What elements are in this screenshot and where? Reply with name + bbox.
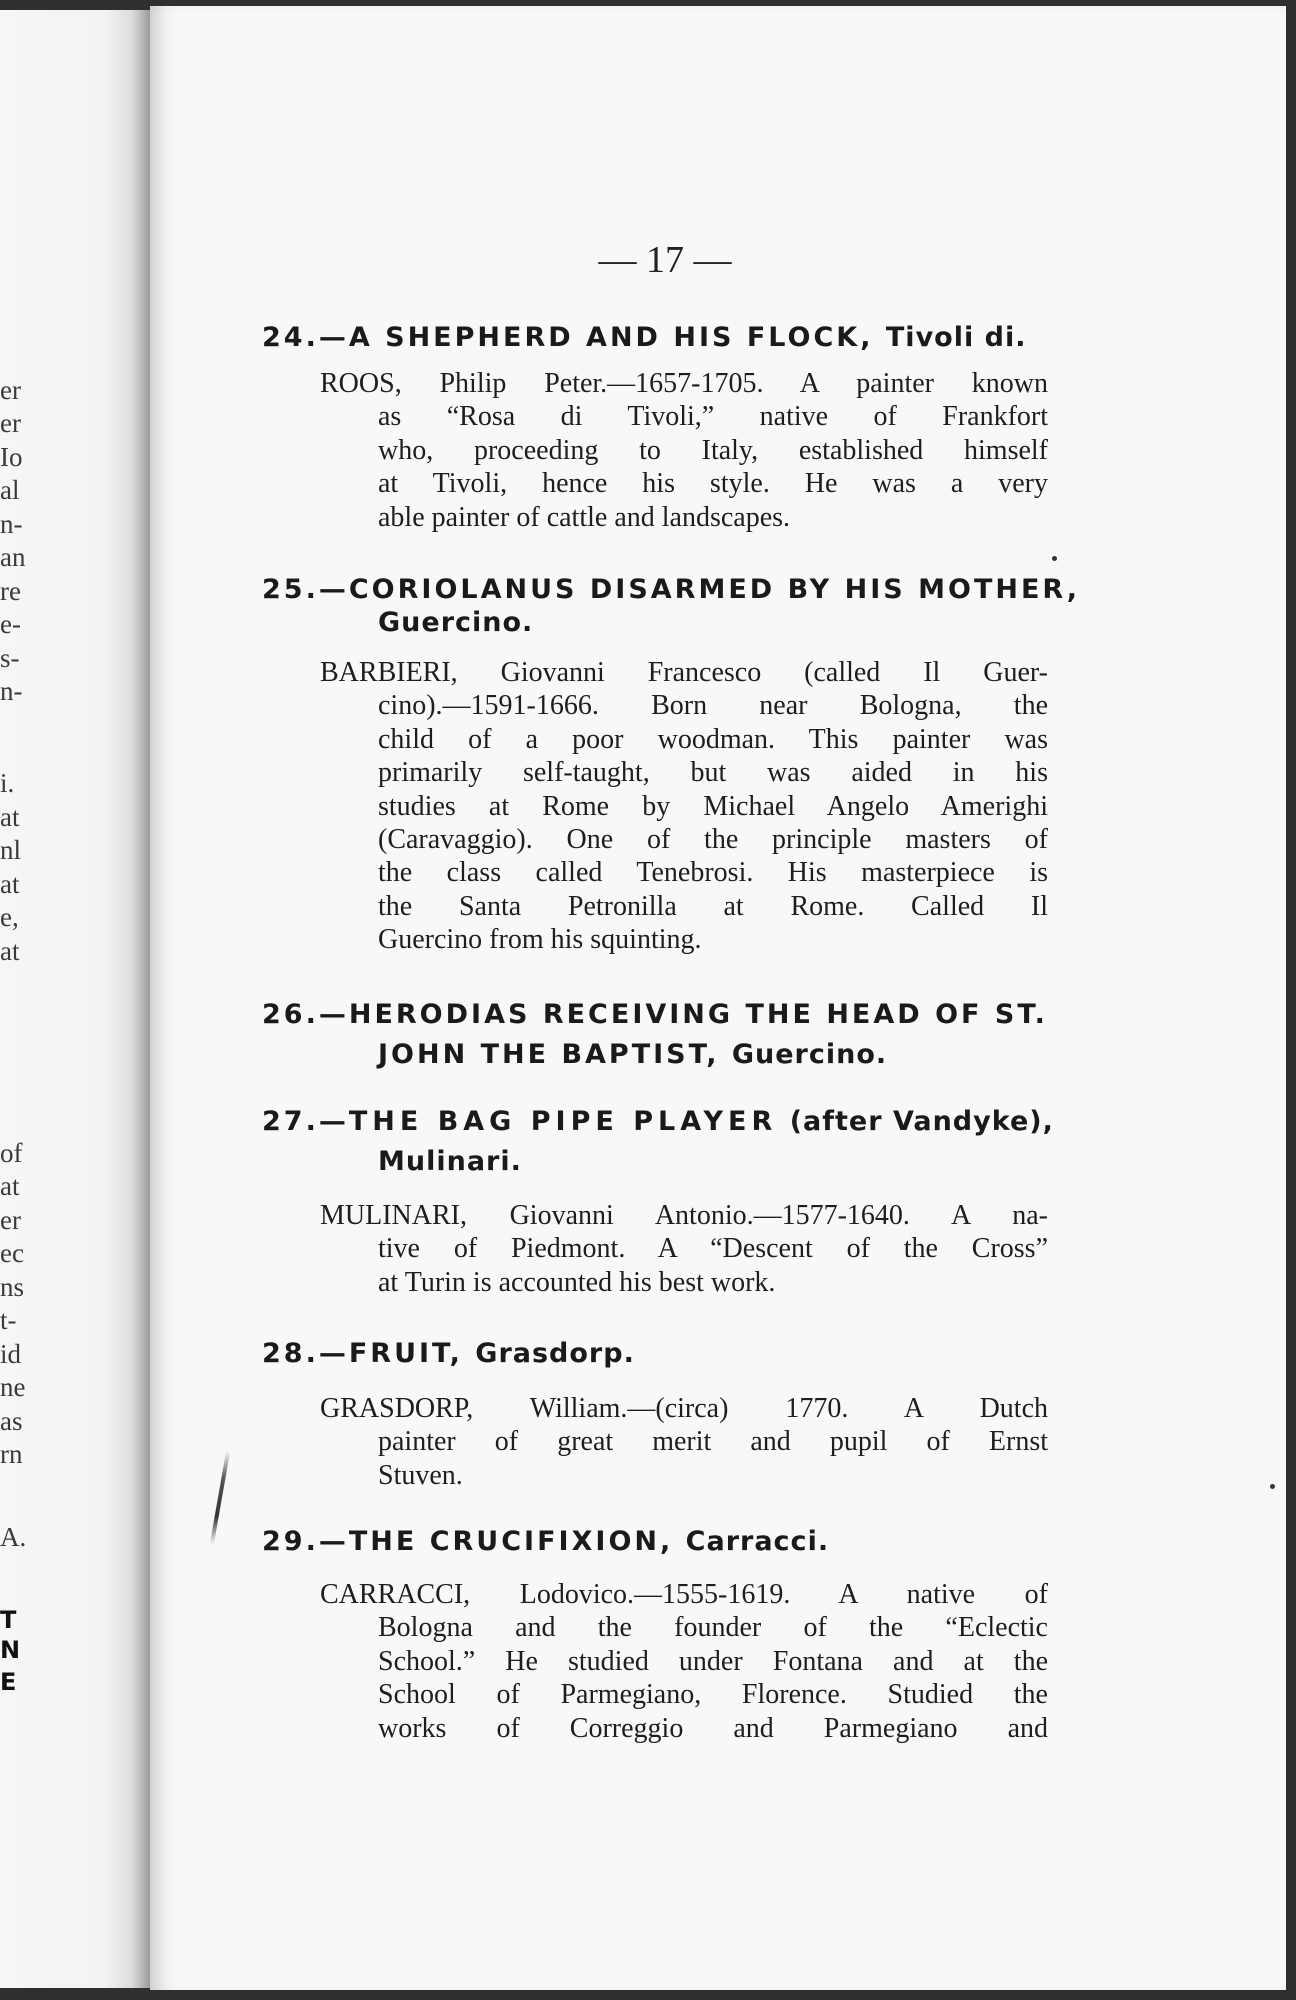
left-fragment: an xyxy=(0,542,26,572)
bio-line: at Tivoli, hence his style. He was a very xyxy=(378,468,1048,500)
bio-line: cino).—1591-1666. Born near Bologna, the xyxy=(378,690,1048,722)
left-fragment: i. xyxy=(0,768,15,798)
entry-title-text: HERODIAS RECEIVING THE HEAD OF ST. xyxy=(348,999,1048,1030)
entry-artist: Grasdorp. xyxy=(475,1338,635,1369)
entry-number: 24.— xyxy=(262,322,349,353)
bio-line: MULINARI, Giovanni Antonio.—1577-1640. A na- xyxy=(320,1200,1048,1231)
left-fragment: n- xyxy=(0,676,23,706)
speck xyxy=(1270,1484,1275,1489)
bio-line: the class called Tenebrosi. His masterpiece is xyxy=(378,857,1048,889)
left-page-edge xyxy=(0,10,150,1988)
left-fragment: at xyxy=(0,1171,20,1201)
entry-bio-25 xyxy=(320,656,1048,957)
entry-bio-28 xyxy=(320,1392,1048,1492)
bio-line: at Turin is accounted his best work. xyxy=(378,1266,776,1298)
bio-line: BARBIERI, Giovanni Francesco (called Il Guer- xyxy=(320,657,1048,688)
entry-artist: Mulinari. xyxy=(378,1146,522,1177)
left-bold-fragment: N xyxy=(0,1636,21,1664)
bio-line: School.” He studied under Fontana and at the xyxy=(378,1645,1048,1677)
bio-line: painter of great merit and pupil of Ernst xyxy=(378,1426,1048,1458)
left-fragment: re xyxy=(0,576,21,606)
bio-line: as “Rosa di Tivoli,” native of Frankfort xyxy=(378,401,1048,433)
left-fragment: Io xyxy=(0,442,23,472)
entry-number: 26.— xyxy=(262,999,349,1030)
entry-number: 27.— xyxy=(262,1106,349,1137)
entry-title-27 xyxy=(262,1102,1054,1142)
left-fragment: ne xyxy=(0,1372,26,1402)
entry-artist-27 xyxy=(378,1142,522,1182)
entry-artist-25 xyxy=(378,603,533,643)
bio-line: School of Parmegiano, Florence. Studied the xyxy=(378,1679,1048,1711)
entry-bio-29 xyxy=(320,1578,1048,1745)
left-bold-fragment: E xyxy=(0,1668,17,1696)
left-fragment: A. xyxy=(0,1522,27,1552)
entry-title-text: CORIOLANUS DISARMED BY HIS MOTHER, xyxy=(348,574,1080,605)
left-fragment: al xyxy=(0,475,20,505)
entry-title-tail: (after Vandyke), xyxy=(789,1106,1054,1137)
entry-title-text: A SHEPHERD AND HIS FLOCK, xyxy=(348,322,874,353)
page-number: — 17 — xyxy=(598,239,732,281)
entry-title-26-cont xyxy=(378,1035,887,1075)
left-fragment: at xyxy=(0,802,20,832)
entry-title-29 xyxy=(262,1522,829,1562)
left-fragment: of xyxy=(0,1138,23,1168)
bio-line: Stuven. xyxy=(378,1459,463,1491)
speck xyxy=(1052,556,1057,561)
bio-line: who, proceeding to Italy, established himself xyxy=(378,434,1048,466)
bio-line: ROOS, Philip Peter.—1657-1705. A painter known xyxy=(320,368,1048,399)
left-bold-fragment: T xyxy=(0,1606,17,1634)
entry-title-text: FRUIT, xyxy=(348,1338,463,1369)
left-fragment: t- xyxy=(0,1305,17,1335)
bio-line: Guercino from his squinting. xyxy=(378,924,702,956)
bio-line: able painter of cattle and landscapes. xyxy=(378,501,791,533)
entry-title-26 xyxy=(262,995,1048,1035)
left-fragment: as xyxy=(0,1406,23,1436)
entry-artist: Guercino. xyxy=(378,607,534,638)
bio-line: GRASDORP, William.—(circa) 1770. A Dutch xyxy=(320,1393,1048,1424)
entry-number: 28.— xyxy=(262,1338,349,1369)
entry-artist: Carracci. xyxy=(685,1526,830,1557)
left-fragment: at xyxy=(0,869,20,899)
bio-line: primarily self-taught, but was aided in his xyxy=(378,757,1048,789)
left-fragment: n- xyxy=(0,509,23,539)
left-fragment: s- xyxy=(0,643,20,673)
left-fragment: at xyxy=(0,936,20,966)
entry-title-text: JOHN THE BAPTIST, xyxy=(378,1039,720,1070)
bio-line: (Caravaggio). One of the principle masters of xyxy=(378,823,1048,855)
left-fragment: er xyxy=(0,1205,21,1235)
left-fragment: ns xyxy=(0,1272,25,1302)
left-fragment: er xyxy=(0,375,21,405)
left-fragment: rn xyxy=(0,1439,23,1469)
left-fragment: ec xyxy=(0,1238,24,1268)
left-fragment: nl xyxy=(0,835,22,865)
bio-line: works of Correggio and Parmegiano and xyxy=(378,1712,1048,1744)
left-fragment: e, xyxy=(0,902,19,932)
entry-title-28 xyxy=(262,1334,635,1374)
left-fragment: e- xyxy=(0,609,21,639)
bio-line: tive of Piedmont. A “Descent of the Cross” xyxy=(378,1233,1048,1265)
bio-line: child of a poor woodman. This painter was xyxy=(378,723,1048,755)
entry-number: 29.— xyxy=(262,1526,349,1557)
bio-line: studies at Rome by Michael Angelo Amerighi xyxy=(378,790,1048,822)
entry-title-text: THE CRUCIFIXION, xyxy=(348,1526,674,1557)
left-fragment: er xyxy=(0,408,21,438)
entry-bio-27 xyxy=(320,1199,1048,1299)
entry-title-24 xyxy=(262,318,1026,358)
bio-line: CARRACCI, Lodovico.—1555-1619. A native of xyxy=(320,1579,1048,1610)
entry-artist: Tivoli di. xyxy=(885,322,1027,353)
entry-artist: Guercino. xyxy=(731,1039,888,1070)
left-fragment: id xyxy=(0,1339,22,1369)
entry-number: 25.— xyxy=(262,574,349,605)
entry-bio-24 xyxy=(320,367,1048,534)
bio-line: Bologna and the founder of the “Eclectic xyxy=(378,1612,1048,1644)
entry-title-text: THE BAG PIPE PLAYER xyxy=(348,1106,778,1137)
bio-line: the Santa Petronilla at Rome. Called Il xyxy=(378,890,1048,922)
